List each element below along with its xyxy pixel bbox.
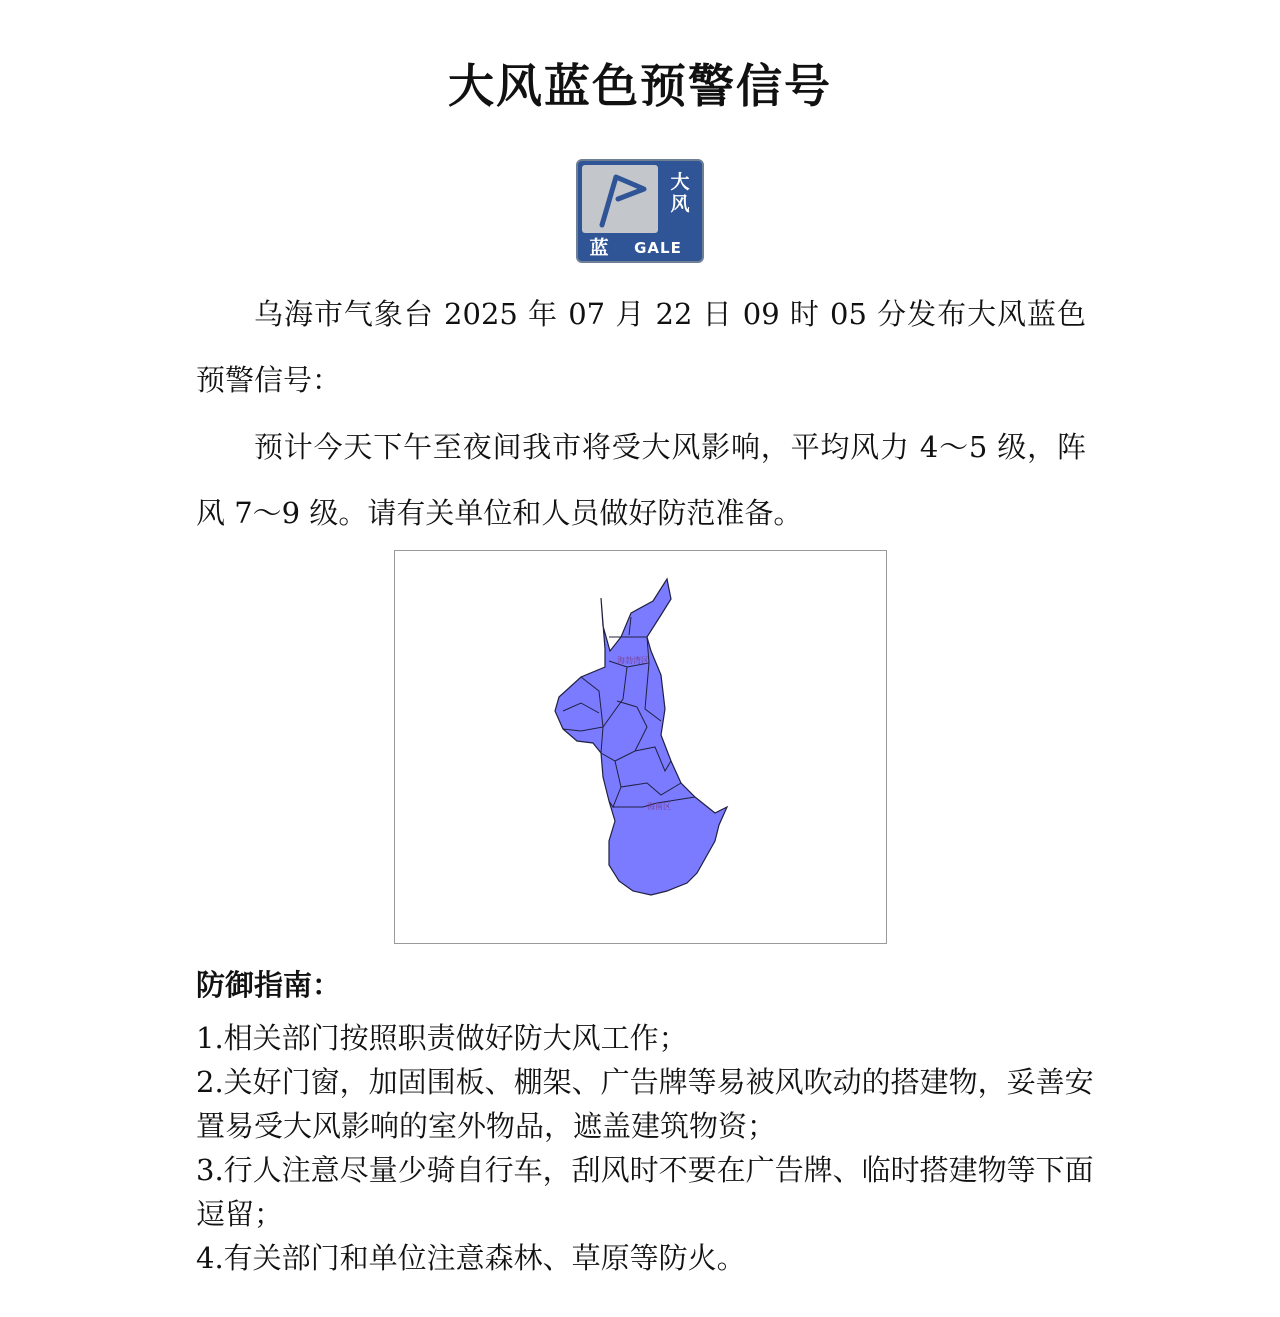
page-title: 大风蓝色预警信号 bbox=[448, 59, 832, 113]
guide-item: 1.相关部门按照职责做好防大风工作； bbox=[196, 1021, 688, 1055]
guide-heading: 防御指南： bbox=[196, 968, 342, 1002]
badge-flag-panel bbox=[582, 165, 658, 233]
badge-category-text: 大 风 bbox=[670, 171, 690, 215]
district-label-hainan: 海南区 bbox=[647, 802, 671, 811]
issue-paragraph: 乌海市气象台 2025 年 07 月 22 日 09 时 05 分发布大风蓝色预警信号： bbox=[196, 297, 1086, 397]
guide-list bbox=[196, 1016, 1096, 1280]
guide-item: 2.关好门窗，加固围板、棚架、广告牌等易被风吹动的搭建物，妥善安置易受大风影响的室外物品，遮盖建筑物资； bbox=[196, 1065, 1094, 1143]
district-label-haibowan: 海勃湾区 bbox=[617, 656, 649, 665]
city-region-shape bbox=[555, 579, 727, 895]
gale-flag-icon bbox=[582, 165, 658, 233]
badge-level-text: 蓝 bbox=[589, 237, 609, 259]
guide-item: 4.有关部门和单位注意森林、草原等防火。 bbox=[196, 1241, 746, 1275]
warning-badge bbox=[576, 159, 704, 263]
badge-english-text: GALE bbox=[634, 239, 682, 257]
forecast-paragraph: 预计今天下午至夜间我市将受大风影响，平均风力 4～5 级，阵风 7～9 级。请有关单位和人员做好防范准备。 bbox=[196, 430, 1086, 530]
map-svg bbox=[395, 551, 888, 945]
guide-item: 3.行人注意尽量少骑自行车，刮风时不要在广告牌、临时搭建物等下面逗留； bbox=[196, 1153, 1094, 1231]
warning-area-map bbox=[394, 550, 887, 944]
